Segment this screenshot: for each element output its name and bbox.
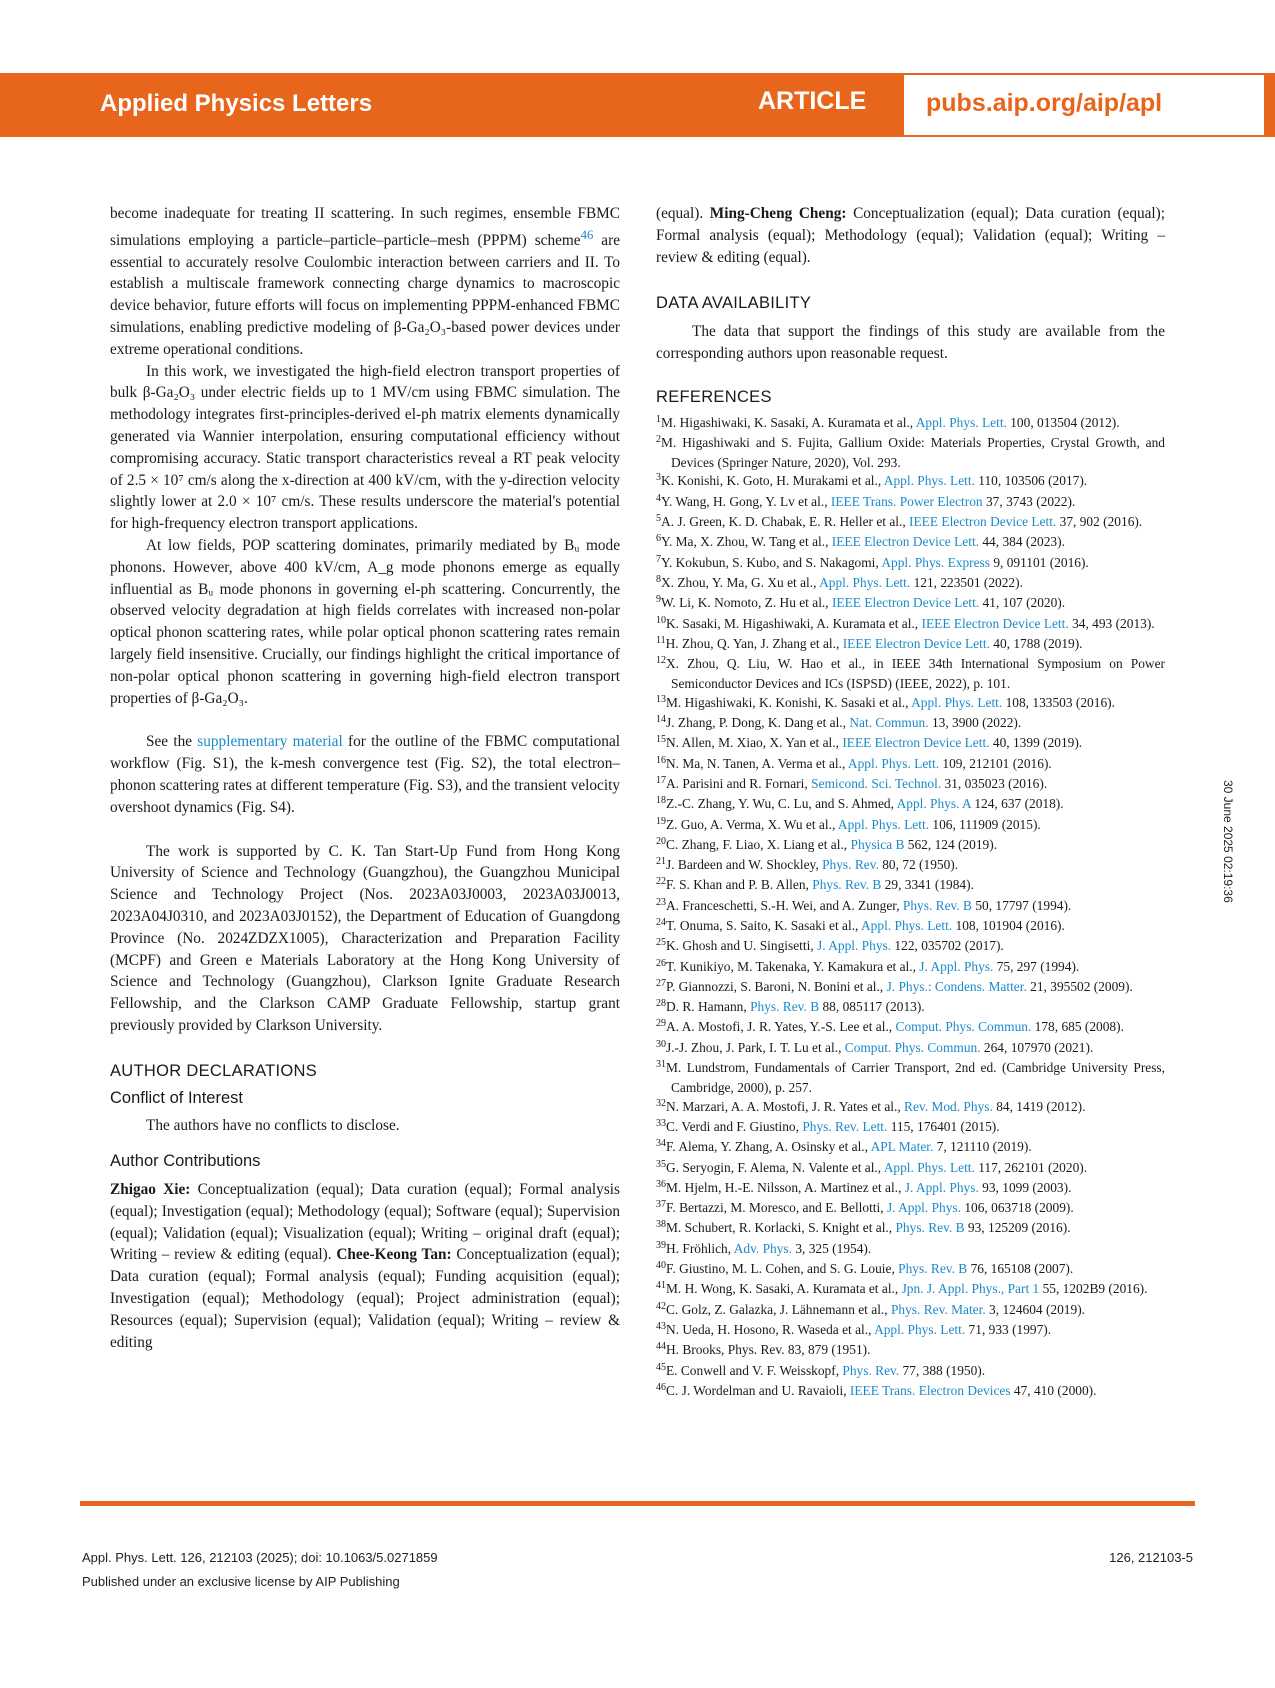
reference-journal-link[interactable]: Phys. Rev.	[822, 857, 879, 873]
reference-journal-link[interactable]: Phys. Rev. Lett.	[802, 1118, 888, 1134]
reference-journal-link[interactable]: J. Appl. Phys.	[886, 1200, 961, 1216]
reference-authors: F. Bertazzi, M. Moresco, and E. Bellotti,	[666, 1200, 887, 1216]
reference-item	[656, 1280, 1165, 1300]
reference-number: 37	[656, 1199, 666, 1211]
reference-journal-link[interactable]: IEEE Electron Device Lett.	[831, 534, 980, 550]
reference-number: 33	[656, 1117, 666, 1129]
reference-authors: A. Franceschetti, S.-H. Wei, and A. Zunger,	[666, 897, 903, 913]
reference-authors: H. Zhou, Q. Yan, J. Zhang et al.,	[665, 635, 843, 651]
footer-page-number: 126, 212103-5	[1109, 1550, 1193, 1565]
reference-volume-pages: 80, 72 (1950).	[878, 857, 959, 873]
reference-number: 20	[656, 835, 666, 847]
reference-authors: N. Ma, N. Tanen, A. Verma et al.,	[666, 755, 848, 771]
reference-item	[656, 1240, 1165, 1260]
reference-volume-pages: 110, 103506 (2017).	[974, 473, 1088, 489]
reference-volume-pages: 41, 107 (2020).	[979, 595, 1066, 611]
reference-item	[656, 414, 1165, 434]
reference-authors: H. Brooks, Phys. Rev. 83, 879 (1951).	[666, 1342, 871, 1358]
reference-number: 39	[656, 1239, 666, 1251]
reference-volume-pages: 117, 262101 (2020).	[974, 1159, 1088, 1175]
reference-item	[656, 574, 1165, 594]
reference-journal-link[interactable]: Appl. Phys. A	[896, 796, 971, 812]
reference-item	[656, 734, 1165, 754]
reference-journal-link[interactable]: Appl. Phys. Lett.	[883, 473, 975, 489]
download-date-stamp: 30 June 2025 02:19:36	[1221, 780, 1235, 903]
reference-number: 38	[656, 1219, 666, 1231]
reference-volume-pages: 100, 013504 (2012).	[1006, 414, 1120, 430]
reference-volume-pages: 34, 493 (2013).	[1068, 615, 1155, 631]
reference-item	[656, 1341, 1165, 1361]
reference-authors: X. Zhou, Y. Ma, G. Xu et al.,	[661, 574, 820, 590]
reference-volume-pages: 13, 3900 (2022).	[928, 715, 1022, 731]
reference-journal-link[interactable]: Appl. Phys. Lett.	[847, 755, 940, 771]
reference-authors: M. Higashiwaki, K. Sasaki, A. Kuramata et al.,	[661, 414, 916, 430]
reference-authors: K. Konishi, K. Goto, H. Murakami et al.,	[661, 473, 884, 489]
reference-item	[656, 958, 1165, 978]
reference-authors: J. Zhang, P. Dong, K. Dang et al.,	[666, 715, 850, 731]
reference-number: 24	[656, 917, 666, 928]
reference-authors: W. Li, K. Nomoto, Z. Hu et al.,	[661, 595, 832, 611]
reference-number: 29	[656, 1018, 666, 1030]
reference-number: 23	[656, 896, 666, 908]
reference-number: 7	[656, 553, 661, 565]
reference-number: 5	[656, 513, 661, 525]
reference-item	[656, 615, 1165, 635]
reference-item	[656, 917, 1165, 937]
reference-authors: A. A. Mostofi, J. R. Yates, Y.-S. Lee et al.,	[666, 1019, 896, 1035]
reference-item	[656, 795, 1165, 815]
reference-journal-link[interactable]: Appl. Phys. Express	[881, 554, 990, 570]
reference-number: 27	[656, 977, 666, 989]
reference-authors: N. Marzari, A. A. Mostofi, J. R. Yates et al.,	[666, 1098, 905, 1114]
reference-number: 8	[656, 573, 661, 585]
reference-journal-link[interactable]: APL Mater.	[870, 1139, 934, 1155]
reference-volume-pages: 40, 1788 (2019).	[989, 635, 1083, 651]
reference-volume-pages: 124, 637 (2018).	[971, 796, 1064, 812]
reference-authors: H. Fröhlich,	[666, 1240, 734, 1256]
reference-authors: Z. Guo, A. Verma, X. Wu et al.,	[666, 816, 838, 832]
reference-item	[656, 1118, 1165, 1138]
journal-url-box	[904, 75, 1264, 135]
reference-number: 21	[656, 856, 666, 868]
reference-volume-pages: 75, 297 (1994).	[993, 958, 1080, 974]
reference-authors: T. Onuma, S. Saito, K. Sasaki et al.,	[666, 918, 862, 933]
reference-volume-pages: 88, 085117 (2013).	[819, 999, 925, 1015]
reference-list	[656, 414, 1165, 1403]
reference-item	[656, 1362, 1165, 1382]
reference-item	[656, 533, 1165, 553]
reference-journal-link[interactable]: Phys. Rev. B	[895, 1220, 965, 1236]
reference-number: 40	[656, 1260, 666, 1272]
section-references: REFERENCES	[656, 387, 772, 406]
reference-authors: A. J. Green, K. D. Chabak, E. R. Heller et al.,	[661, 514, 910, 530]
reference-volume-pages: 37, 3743 (2022).	[982, 493, 1076, 509]
author-contributions-text: Zhigao Xie: Conceptualization (equal); Data curation (equal); Formal analysis (equal); Investigation (equal); Methodology (equal); Software (equal); Supervision (equal); Validation (equal); Visualization (equal); Writing – original draft (equal); Writing – review & editing (equal). Chee-Keong Tan: Conceptualization (equal); Data curation (equal); Formal analysis (equal); Funding acquisition (equal); Investigation (equal); Methodology (equal); Project administration (equal); Resources (equal); Supervision (equal); Validation (equal); Writing – review & editing	[110, 1180, 620, 1351]
reference-number: 18	[656, 795, 666, 807]
reference-journal-link[interactable]: Phys. Rev. B	[898, 1261, 968, 1277]
reference-number: 10	[656, 614, 666, 626]
reference-volume-pages: 7, 121110 (2019).	[933, 1139, 1032, 1155]
reference-journal-link[interactable]: Rev. Mod. Phys.	[904, 1098, 993, 1114]
reference-journal-link[interactable]: Comput. Phys. Commun.	[895, 1019, 1032, 1035]
footer-rule	[80, 1501, 1195, 1506]
article-type-label: ARTICLE	[758, 87, 867, 115]
reference-authors: M. Lundstrom, Fundamentals of Carrier Transport, 2nd ed. (Cambridge University Press, Cambridge, 2000), p. 257.	[666, 1060, 1165, 1096]
reference-item	[656, 1260, 1165, 1280]
paragraph-acknowledgments: The work is supported by C. K. Tan Start-Up Fund from Hong Kong University of Science and Technology (Guangzhou), the Guangzhou Municipal Science and Technology Project (Nos. 2023A03J0003, 2023A03J0013, 2023A04J0310, and 2023A03J0152), the Department of Education of Guangdong Province (No. 2024ZDZX1005), Characterization and Preparation Facility (MCPF) and Green e Materials Laboratory at the Hong Kong University of Science and Technology (Guangzhou), Clarkson Ignite Graduate Research Fellowship, and the Clarkson CAMP Graduate Fellowship, startup grant previously provided by Clarkson University.	[110, 842, 620, 1034]
reference-item	[656, 876, 1165, 896]
reference-volume-pages: 3, 325 (1954).	[792, 1240, 872, 1256]
reference-item	[656, 1138, 1165, 1158]
section-data-availability: DATA AVAILABILITY	[656, 294, 812, 313]
reference-journal-link[interactable]: Appl. Phys. Lett.	[819, 574, 911, 590]
reference-item	[656, 635, 1165, 655]
reference-journal-link[interactable]: Adv. Phys.	[733, 1240, 792, 1256]
reference-item	[656, 1098, 1165, 1118]
reference-number: 43	[656, 1320, 666, 1332]
reference-volume-pages: 108, 133503 (2016).	[1002, 694, 1115, 710]
reference-item	[656, 937, 1165, 957]
reference-volume-pages: 50, 17797 (1994).	[971, 897, 1072, 913]
reference-number: 28	[656, 998, 666, 1010]
reference-journal-link[interactable]: IEEE Electron Device Lett.	[909, 514, 1057, 530]
reference-item	[656, 1059, 1165, 1098]
reference-number: 32	[656, 1097, 666, 1109]
reference-journal-link[interactable]: Phys. Rev.	[842, 1362, 900, 1378]
reference-journal-link[interactable]: Phys. Rev. B	[902, 897, 972, 913]
reference-item	[656, 472, 1165, 492]
reference-authors: Y. Ma, X. Zhou, W. Tang et al.,	[661, 534, 832, 550]
reference-volume-pages: 106, 063718 (2009).	[961, 1200, 1074, 1216]
reference-item	[656, 755, 1165, 775]
reference-journal-link[interactable]: Appl. Phys. Lett.	[874, 1321, 966, 1337]
reference-number: 13	[656, 693, 666, 705]
reference-number: 31	[656, 1059, 666, 1071]
right-column	[656, 203, 1165, 1402]
reference-authors: C. Verdi and F. Giustino,	[666, 1118, 803, 1134]
reference-authors: M. Higashiwaki, K. Konishi, K. Sasaki et al.,	[666, 694, 912, 710]
reference-volume-pages: 562, 124 (2019).	[904, 836, 998, 852]
reference-item	[656, 694, 1165, 714]
paragraph-conclusion-summary: In this work, we investigated the high-field electron transport properties of bulk β-Ga₂O₃ under electric fields up to 1 MV/cm using FBMC simulation. The methodology integrates first-principles-derived el-ph matrix elements dynamically generated via Wannier interpolation, ensuring computational efficiency without compromising accuracy. Static transport characteristics reveal a RT peak velocity of 2.5 × 10⁷ cm/s along the x-direction at 400 kV/cm, with the y-direction velocity slightly lower at 2.0 × 10⁷ cm/s. These results underscore the material's potential for high-frequency electron transport applications.	[110, 362, 620, 533]
reference-number: 16	[656, 754, 666, 766]
reference-authors: M. Schubert, R. Korlacki, S. Knight et al.,	[666, 1220, 896, 1236]
reference-journal-link[interactable]: Comput. Phys. Commun.	[844, 1039, 981, 1055]
reference-item	[656, 513, 1165, 533]
reference-item	[656, 1039, 1165, 1059]
reference-authors: F. Giustino, M. L. Cohen, and S. G. Louie,	[666, 1261, 899, 1277]
reference-item	[656, 594, 1165, 614]
reference-authors: M. Higashiwaki and S. Fujita, Gallium Oxide: Materials Properties, Crystal Growth, and Devices (Springer Nature, 2020), Vol. 293.	[661, 434, 1165, 471]
reference-item	[656, 554, 1165, 574]
reference-number: 19	[656, 815, 666, 827]
reference-authors: M. H. Wong, K. Sasaki, A. Kuramata et al.,	[666, 1281, 902, 1297]
reference-journal-link[interactable]: Physica B	[850, 836, 905, 852]
reference-authors: K. Sasaki, M. Higashiwaki, A. Kuramata et al.,	[666, 615, 922, 631]
reference-number: 4	[656, 492, 661, 504]
reference-authors: D. R. Hamann,	[666, 999, 751, 1015]
reference-item	[656, 434, 1165, 473]
reference-volume-pages: 55, 1202B9 (2016).	[1039, 1281, 1148, 1297]
reference-journal-link[interactable]: Phys. Rev. B	[812, 877, 882, 893]
paragraph-conclusion-phonons: At low fields, POP scattering dominates, primarily mediated by Bᵤ mode phonons. However, above 400 kV/cm, A_g mode phonons emerge as equally influential as Bᵤ mode phonons in governing el-ph scattering. Concurrently, the observed velocity degradation at high fields correlates with increased non-polar optical phonon scattering rates, while polar optical phonon scattering rates remain largely field insensitive. Crucially, our findings highlight the critical importance of non-polar optical phonon scattering in governing high-field electron transport properties of β-Ga₂O₃.	[110, 537, 620, 707]
reference-journal-link[interactable]: J. Appl. Phys.	[919, 958, 994, 974]
reference-number: 30	[656, 1038, 666, 1050]
reference-item	[656, 1219, 1165, 1239]
reference-number: 14	[656, 714, 666, 726]
reference-volume-pages: 31, 035023 (2016).	[941, 775, 1048, 791]
reference-authors: Y. Wang, H. Gong, Y. Lv et al.,	[661, 493, 831, 509]
reference-number: 15	[656, 734, 666, 746]
reference-volume-pages: 76, 165108 (2007).	[967, 1261, 1074, 1277]
reference-number: 25	[656, 937, 666, 949]
supplementary-material-link[interactable]: supplementary material	[197, 733, 343, 751]
reference-item	[656, 1018, 1165, 1038]
reference-item	[656, 714, 1165, 734]
reference-item	[656, 1382, 1165, 1402]
reference-authors: J. Bardeen and W. Shockley,	[666, 857, 823, 873]
reference-journal-link[interactable]: IEEE Trans. Power Electron	[830, 493, 983, 509]
reference-authors: A. Parisini and R. Fornari,	[666, 775, 812, 791]
reference-authors: J.-J. Zhou, J. Park, I. T. Lu et al.,	[666, 1039, 845, 1055]
reference-number: 35	[656, 1158, 666, 1170]
reference-item	[656, 816, 1165, 836]
footer-license: Published under an exclusive license by AIP Publishing	[82, 1574, 400, 1589]
reference-number: 44	[656, 1341, 666, 1353]
reference-volume-pages: 37, 902 (2016).	[1056, 514, 1143, 530]
reference-item	[656, 1159, 1165, 1179]
reference-item	[656, 998, 1165, 1018]
journal-header-bar	[0, 73, 1275, 137]
reference-volume-pages: 84, 1419 (2012).	[992, 1098, 1086, 1114]
reference-journal-link[interactable]: Phys. Rev. B	[750, 999, 820, 1015]
reference-authors: G. Seryogin, F. Alema, N. Valente et al.,	[666, 1159, 884, 1175]
reference-volume-pages: 178, 685 (2008).	[1031, 1019, 1124, 1035]
paragraph-supplementary: See the supplementary material for the outline of the FBMC computational workflow (Fig. S1), the k-mesh convergence test (Fig. S2), the total electron–phonon scattering rates at different temperature (Fig. S3), and the transient velocity overshoot dynamics (Fig. S4).	[110, 733, 620, 816]
reference-authors: K. Ghosh and U. Singisetti,	[666, 938, 818, 954]
reference-volume-pages: 93, 1099 (2003).	[978, 1179, 1072, 1195]
subsection-author-contributions: Author Contributions	[110, 1152, 261, 1171]
reference-authors: Y. Kokubun, S. Kubo, and S. Nakagomi,	[661, 554, 882, 570]
reference-item	[656, 1301, 1165, 1321]
reference-item	[656, 1179, 1165, 1199]
reference-journal-link[interactable]: Semicond. Sci. Technol.	[811, 775, 942, 791]
reference-number: 11	[656, 634, 666, 646]
reference-number: 42	[656, 1300, 666, 1312]
reference-volume-pages: 115, 176401 (2015).	[887, 1118, 1000, 1134]
reference-authors: F. Alema, Y. Zhang, A. Osinsky et al.,	[666, 1139, 871, 1155]
reference-item	[656, 897, 1165, 917]
section-author-declarations: AUTHOR DECLARATIONS	[110, 1061, 318, 1080]
reference-item	[656, 775, 1165, 795]
reference-authors: N. Ueda, H. Hosono, R. Waseda et al.,	[666, 1321, 875, 1337]
reference-volume-pages: 122, 035702 (2017).	[891, 938, 1004, 954]
reference-number: 1	[656, 413, 661, 425]
reference-number: 34	[656, 1138, 666, 1150]
reference-volume-pages: 47, 410 (2000).	[1010, 1382, 1097, 1398]
reference-journal-link[interactable]: IEEE Electron Device Lett.	[831, 595, 980, 611]
data-availability-text: The data that support the findings of this study are available from the corresponding authors upon reasonable request.	[656, 323, 1165, 362]
reference-journal-link[interactable]: J. Appl. Phys.	[817, 938, 892, 954]
reference-authors: N. Allen, M. Xiao, X. Yan et al.,	[666, 735, 843, 751]
reference-journal-link[interactable]: Phys. Rev. Mater.	[890, 1301, 986, 1317]
reference-journal-link[interactable]: IEEE Trans. Electron Devices	[849, 1382, 1011, 1398]
reference-authors: P. Giannozzi, S. Baroni, N. Bonini et al.,	[666, 978, 887, 994]
reference-volume-pages: 71, 933 (1997).	[965, 1321, 1052, 1337]
conflict-statement: The authors have no conflicts to disclose.	[146, 1117, 400, 1135]
reference-authors: T. Kunikiyo, M. Takenaka, Y. Kamakura et al.,	[666, 958, 920, 974]
reference-number: 17	[656, 774, 666, 786]
reference-item	[656, 978, 1165, 998]
reference-volume-pages: 40, 1399 (2019).	[989, 735, 1083, 751]
reference-authors: Z.-C. Zhang, Y. Wu, C. Lu, and S. Ahmed,	[666, 796, 897, 812]
reference-volume-pages: 108, 101904 (2016).	[952, 918, 1065, 933]
reference-number: 36	[656, 1178, 666, 1190]
reference-journal-link[interactable]: Appl. Phys. Lett.	[837, 816, 930, 832]
reference-item	[656, 836, 1165, 856]
reference-journal-link[interactable]: Appl. Phys. Lett.	[883, 1159, 975, 1175]
reference-journal-link[interactable]: IEEE Electron Device Lett.	[842, 735, 990, 751]
reference-authors: C. Golz, Z. Galazka, J. Lähnemann et al.,	[666, 1301, 891, 1317]
reference-number: 12	[656, 655, 666, 667]
reference-number: 3	[656, 472, 661, 484]
reference-item	[656, 493, 1165, 513]
reference-number: 22	[656, 876, 666, 888]
reference-volume-pages: 109, 212101 (2016).	[939, 755, 1052, 771]
reference-number: 2	[656, 433, 661, 445]
citation-46[interactable]: 46	[580, 227, 594, 242]
reference-volume-pages: 77, 388 (1950).	[899, 1362, 986, 1378]
reference-item	[656, 655, 1165, 694]
reference-journal-link[interactable]: J. Phys.: Condens. Matter.	[886, 978, 1027, 994]
reference-volume-pages: 9, 091101 (2016).	[989, 554, 1089, 570]
reference-authors: E. Conwell and V. F. Weisskopf,	[666, 1362, 843, 1378]
reference-item	[656, 1199, 1165, 1219]
subsection-conflict-of-interest: Conflict of Interest	[110, 1088, 243, 1107]
reference-authors: C. J. Wordelman and U. Ravaioli,	[666, 1382, 850, 1398]
reference-volume-pages: 264, 107970 (2021).	[980, 1039, 1094, 1055]
reference-journal-link[interactable]: Nat. Commun.	[849, 715, 929, 731]
reference-authors: F. S. Khan and P. B. Allen,	[666, 877, 813, 893]
reference-journal-link[interactable]: Appl. Phys. Lett.	[911, 694, 1003, 710]
author-contributions-cont: (equal). Ming-Cheng Cheng: Conceptualization (equal); Data curation (equal); Formal analysis (equal); Methodology (equal); Validation (equal); Writing – review & editing (equal).	[656, 205, 1166, 266]
reference-item	[656, 856, 1165, 876]
reference-volume-pages: 106, 111909 (2015).	[929, 816, 1041, 832]
reference-number: 45	[656, 1361, 666, 1373]
reference-item	[656, 1321, 1165, 1341]
reference-volume-pages: 93, 125209 (2016).	[964, 1220, 1071, 1236]
reference-authors: C. Zhang, F. Liao, X. Liang et al.,	[666, 836, 851, 852]
reference-journal-link[interactable]: Appl. Phys. Lett.	[915, 414, 1007, 430]
reference-authors: X. Zhou, Q. Liu, W. Hao et al., in IEEE 34th International Symposium on Power Semiconductor Devices and ICs (ISPSD) (IEEE, 2022), p. 101.	[666, 656, 1165, 692]
reference-authors: M. Hjelm, H.-E. Nilsson, A. Martinez et al.,	[666, 1179, 905, 1195]
reference-number: 41	[656, 1280, 666, 1292]
paragraph-ii-scattering: become inadequate for treating II scattering. In such regimes, ensemble FBMC simulations employing a particle–particle–particle–mesh (PPPM) scheme$^{46}$ are essential to accurately resolve Coulombic interaction between carriers and II. To establish a multiscale framework connecting charge dynamics to macroscopic device behavior, future efforts will focus on implementing PPPM-enhanced FBMC simulations, enabling predictive modeling of β-Ga₂O₃-based power devices under extreme operational conditions.	[110, 205, 620, 358]
reference-volume-pages: 29, 3341 (1984).	[881, 877, 974, 893]
reference-volume-pages: 21, 395502 (2009).	[1026, 978, 1133, 994]
reference-volume-pages: 3, 124604 (2019).	[985, 1301, 1086, 1317]
reference-number: 26	[656, 957, 666, 969]
reference-number: 9	[656, 594, 661, 606]
journal-url-link[interactable]: pubs.aip.org/aip/apl	[926, 89, 1163, 117]
reference-journal-link[interactable]: Appl. Phys. Lett.	[861, 918, 953, 933]
reference-journal-link[interactable]: J. Appl. Phys.	[904, 1179, 979, 1195]
reference-volume-pages: 44, 384 (2023).	[979, 534, 1065, 550]
journal-title: Applied Physics Letters	[100, 90, 373, 117]
reference-journal-link[interactable]: IEEE Electron Device Lett.	[842, 635, 990, 651]
reference-volume-pages: 121, 223501 (2022).	[910, 574, 1023, 590]
reference-number: 6	[656, 533, 661, 545]
reference-number: 46	[656, 1381, 666, 1393]
footer-citation: Appl. Phys. Lett. 126, 212103 (2025); doi: 10.1063/5.0271859	[82, 1550, 438, 1565]
reference-journal-link[interactable]: Jpn. J. Appl. Phys., Part 1	[901, 1281, 1040, 1297]
reference-journal-link[interactable]: IEEE Electron Device Lett.	[921, 615, 1069, 631]
left-column	[110, 203, 620, 1353]
